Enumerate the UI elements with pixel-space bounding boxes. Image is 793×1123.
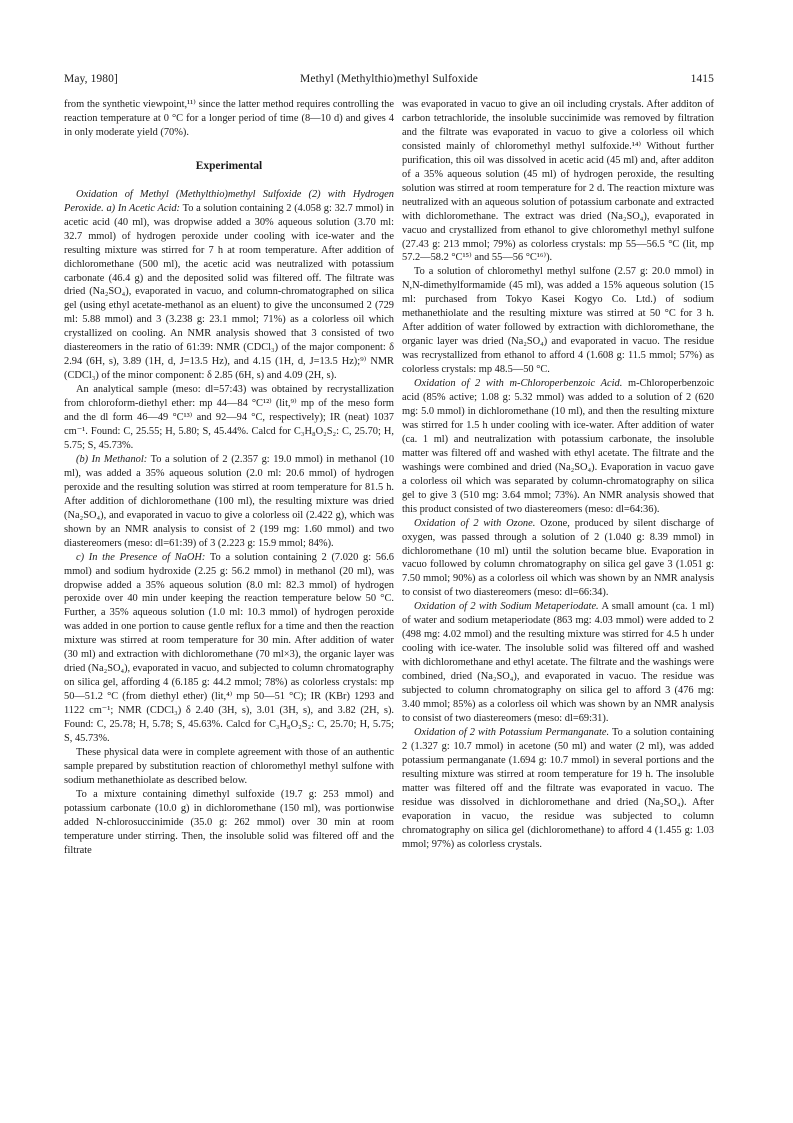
paragraph-body: m-Chloroperbenzoic acid (85% active; 1.08 g: 5.32 mmol) was added to a solution of 2 (620 mg: 5.0 mmol) in dichloromethane (10 ml), and then the resulting mixture was stirred for 1.5 h under cooling with ice-water. After addition of water (ca. 1 ml) and neutralization with potassium carbonate, the insoluble matter was filtered off and washed with ethyl acetate. The filtrate and the washings were combined and dried (Na₂SO₄). Evaporation in vacuo gave a colorless oil which was separated by column-chromatography on silica gel to give 3 (510 mg: 3.64 mmol; 73%). An NMR analysis showed that this product consisted of two diastereomers (meso: dl=64:36). [402, 378, 714, 515]
running-header [64, 73, 714, 89]
paragraph-permanganate [402, 726, 714, 852]
paragraph-lead: (b) In Methanol: [76, 453, 148, 465]
paragraph-dmso-mixture: To a mixture containing dimethyl sulfoxide (19.7 g: 253 mmol) and potassium carbonate (10.0 g) in dichloromethane (150 ml), was portionwise added N-chlorosuccinimide (35.0 g: 262 mmol) over 30 min at room temperature under stirring. Then, the insoluble solid was filtered off and the filtrate [64, 788, 394, 856]
right-column [402, 98, 714, 851]
paragraph-ozone [402, 517, 714, 601]
paragraph-lead: c) In the Presence of NaOH: [76, 551, 206, 563]
left-column [64, 98, 394, 858]
page-number: 1415 [690, 73, 714, 85]
paragraph-analytical-sample: An analytical sample (meso: dl=57:43) was obtained by recrystallization from chloroform-diethyl ether: mp 44—84 °C¹²⁾ (lit,⁹⁾ mp of the meso form and the dl form 46—49 °C¹³⁾ and 92—94 °C, respectively); IR (neat) 1037 cm⁻¹. Found: C, 25.55; H, 5.80; S, 45.44%. Calcd for C₃H₈O₂S₂: C, 25.70; H, 5.75; S, 45.73%. [64, 384, 394, 451]
paragraph-lead: Oxidation of 2 with Ozone. [414, 517, 536, 529]
running-title: Methyl (Methylthio)methyl Sulfoxide [300, 73, 478, 85]
paragraph-continuation: was evaporated in vacuo to give an oil including crystals. After additon of carbon tetrachloride, the insoluble succinimide was removed by filtration and the filtrate was evaporated in vacuo to give a colorless oil which consisted mainly of chloromethyl methyl sulfoxide.¹⁴⁾ Without further purification, this oil was dissolved in acetic acid (45 ml) and, after additon of a 35% aqueous solution (45 ml) of hydrogen peroxide, the resulting solution was stirred at room temperature for 2 d. The reaction mixture was neutralized with an aqueous solution of potassium carbonate and extracted with dichloromethane. The extract was dried (Na₂SO₄), evaporated in vacuo and crystallized from ethanol to give chloromethyl methyl sulfone (27.43 g: 213 mmol; 79%) as colorless crystals: mp 55—56.5 °C (lit, mp 57.2—58.2 °C¹⁵⁾ and 55—56 °C¹⁶⁾). [402, 99, 714, 264]
paragraph-body: Ozone, produced by silent discharge of oxygen, was passed through a solution of 2 (1.040 g: 8.39 mmol) in dichloromethane (10 ml) until the solution became blue. Evaporation in vacuo followed by column chromatography on silica gel gave 3 (1.051 g: 7.50 mmol; 90%) as a colorless oil which was shown by an NMR analysis to consist of two diastereomers (meso: dl=66:34). [402, 517, 714, 599]
paragraph-acetic-acid [64, 188, 394, 383]
paragraph-body: To a solution of 2 (2.357 g: 19.0 mmol) in methanol (10 ml), was added a 35% aqueous solution (2.0 ml: 20.6 mmol) of hydrogen peroxide and the resulting solution was stirred at room temperature for 81.5 h. After addition of dichloromethane (100 ml), the resulting mixture was dried (Na₂SO₄), and evaporated in vacuo to give a colorless oil (2.422 g), which was shown by an NMR analysis to consist of 2 (199 mg: 1.60 mmol) and two diastereomers (meso: dl=61:39) of 3 (2.223 g: 15.9 mmol; 84%). [64, 453, 395, 549]
paragraph-body: To a solution containing 2 (7.020 g: 56.6 mmol) and sodium hydroxide (2.25 g: 56.2 mmol) in methanol (20 ml), was dropwise added a 35% aqueous solution (8.0 ml: 82.3 mmol) of hydrogen peroxide over 40 min under keeping the reaction temperature below 50 °C. Further, a 35% aqueous solution (1.0 ml: 10.3 mmol) of hydrogen peroxide was added in one portion to cause gentle reflux for a time and then the reaction mixture was stirred at room temperature for 30 min. After addition of water (30 ml) and extraction with dichloromethane (70 ml×3), the organic layer was dried (Na₂SO₄), evaporated in vacuo, and subjected to column chromatography on silica gel, affording 4 (6.185 g: 44.2 mmol; 78%) as colorless crystals: mp 50—51.2 °C (from diethyl ether) (lit,⁴⁾ mp 50—51 °C); IR (KBr) 1293 and 1122 cm⁻¹; NMR (CDCl₃) δ 2.40 (3H, s), 3.01 (3H, s), and 3.82 (2H, s). Found: C, 25.78; H, 5.78; S, 45.63%. Calcd for C₃H₈O₂S₂: C, 25.70; H, 5.75; S, 45.73%. [64, 551, 394, 744]
paragraph-lead: Oxidation of Methyl (Methylthio)methyl Sulfoxide (2) with Hydrogen Peroxide. a) In Acetic Acid: [64, 188, 394, 214]
paragraph-physical-data: These physical data were in complete agreement with those of an authentic sample prepared by substitution reaction of chloromethyl methyl sulfone with sodium methanethiolate as described below. [64, 746, 394, 786]
paragraph-metaperiodate [402, 600, 714, 726]
paragraph-body: A small amount (ca. 1 ml) of water and sodium metaperiodate (863 mg: 4.03 mmol) were added to 2 (498 mg: 4.02 mmol) and the resulting mixture was stirred for 4.5 h under cooling with ice-water. The insoluble solid was filtered off and washed with dichloromethane and ethyl acetate. The filtrate and the washings were combined, dried (Na₂SO₄), and evaporated in vacuo. The residue was subjected to column chromatography on silica gel to afford 3 (476 mg: 3.40 mmol; 85%) as a colorless oil which was shown by an NMR analysis to consist of two diastereomers (meso: dl=69:31). [402, 601, 714, 724]
paragraph-sulfone: To a solution of chloromethyl methyl sulfone (2.57 g: 20.0 mmol) in N,N-dimethylformamide (45 ml), was added a 15% aqueous solution (15 ml: purchased from Tokyo Kasei Kogyo Co. Ltd.) of sodium methanethiolate and the resulting mixture was stirred at 50 °C for 3 h. After addition of water followed by extraction with dichloromethane, the organic layer was dried (Na₂SO₄) and evaporated in vacuo. The residue was recrystallized from ethanol to afford 4 (1.608 g: 11.5 mmol; 57%) as colorless crystals: mp 48.5—50 °C. [402, 266, 714, 376]
paragraph-lead: Oxidation of 2 with Sodium Metaperiodate. [414, 601, 599, 613]
paragraph-mcpba [402, 377, 714, 517]
paragraph-methanol [64, 453, 394, 551]
paragraph-lead: Oxidation of 2 with m-Chloroperbenzoic Acid. [414, 378, 623, 390]
paragraph-lead: Oxidation of 2 with Potassium Permanganate. [414, 726, 610, 738]
paragraph-body: To a solution containing 2 (1.327 g: 10.7 mmol) in acetone (50 ml) and water (2 ml), was added potassium permanganate (1.694 g: 10.7 mmol) in several portions and the resulting mixture was stirred at room temperature for 19 h. The insoluble matter was filtered off and the filtrate was evaporated in vacuo. The residue was dissolved in dichloromethane and dried (Na₂SO₄). After evaporation in vacuo, the residue was subjected to column chromatography on silica gel (dichloromethane) to afford 4 (1.455 g: 1.03 mmol; 97%) as colorless crystals. [402, 726, 714, 850]
paragraph-body: To a solution containing 2 (4.058 g: 32.7 mmol) in acetic acid (40 ml), was dropwise added a 30% aqueous solution (3.70 ml: 32.7 mmol) of hydrogen peroxide under cooling with ice-water and the resulting mixture was stirred for 7 h at room temperature. After addition of dichloromethane (500 ml), the acetic acid was neutralized with potassium carbonate (46.4 g) and the deposited solid was filtered off. The filtrate was dried (Na₂SO₄), evaporated in vacuo, and column-chromatographed on silica gel (using ethyl acetate-methanol as an eluent) to give the unconsumed 2 (729 ml: 5.88 mmol) and 3 (3.238 g: 23.1 mmol; 71%) as a colorless oil which crystallized on cooling. An NMR analysis showed that 3 consisted of two diastereomers in the ratio of 61:39: NMR (CDCl₃) of the major component: δ 2.94 (6H, s), 3.89 (1H, d, J=13.5 Hz), and 4.15 (1H, d, J=13.5 Hz);⁹⁾ NMR (CDCl₃) of the minor component: δ 2.85 (6H, s) and 4.09 (2H, s). [64, 202, 394, 382]
intro-paragraph: from the synthetic viewpoint,¹¹⁾ since the latter method requires controlling the reaction temperature at 0 °C for a longer period of time (8—10 d) and gives 4 in only moderate yield (70%). [64, 99, 394, 138]
experimental-heading: Experimental [195, 159, 263, 172]
paragraph-naoh [64, 551, 394, 746]
issue-date: May, 1980] [64, 73, 118, 85]
